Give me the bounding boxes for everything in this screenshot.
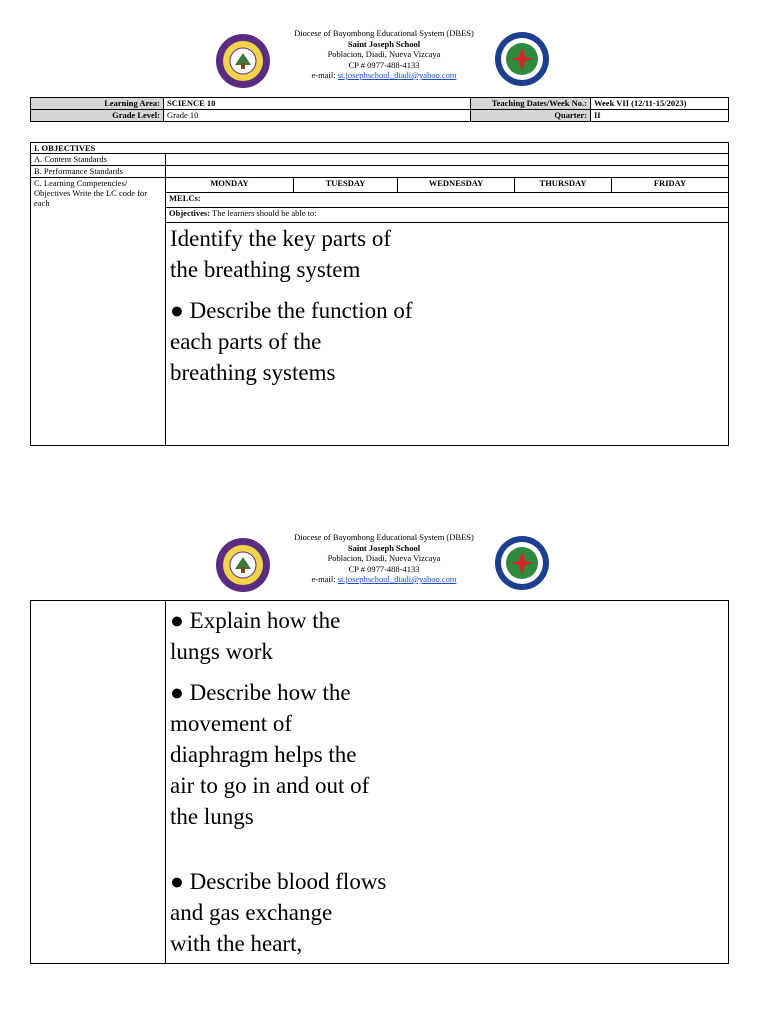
day-tuesday: TUESDAY [294,178,398,193]
objective-line: ● Describe the function of [170,298,413,323]
teaching-dates-value: Week VII (12/11-15/2023) [591,98,729,110]
page1-header [0,28,768,88]
school-seal-logo [215,33,271,89]
school-seal-logo [215,537,271,593]
objective-line: the lungs [170,804,254,829]
objective-line: air to go in and out of [170,773,370,798]
grade-level-value: Grade 10 [164,110,471,122]
left-column-cell [31,601,166,964]
objectives-content-page2 [166,601,729,964]
objective-line: ● Describe blood flows [170,869,387,894]
school-name: Saint Joseph School [347,38,421,49]
lesson-info-table [30,97,729,122]
objective-line: ● Explain how the [170,608,341,633]
diocese-line: Diocese of Bayombong Educational System (DBES) [294,28,474,38]
diocese-seal-logo [494,31,550,87]
school-address: Poblacion, Diadi, Nueva Vizcaya [327,49,441,59]
school-header-text [278,28,490,81]
school-phone: CP # 0977-488-4133 [348,563,420,574]
objective-line: each parts of the [170,329,322,354]
grade-level-label: Grade Level: [31,110,164,122]
objective-line: and gas exchange [170,900,333,925]
school-phone: CP # 0977-488-4133 [348,59,420,70]
performance-standards-cell [166,166,729,178]
email-link[interactable]: st.josephschool_diadi@yahoo.com [337,70,457,80]
day-friday: FRIDAY [612,178,729,193]
diocese-line: Diocese of Bayombong Educational System (DBES) [294,532,474,542]
content-standards-cell [166,154,729,166]
objectives-content-page1 [166,223,729,446]
page2-header [0,532,768,592]
school-header-text [278,532,490,585]
school-email-line [278,574,490,585]
teaching-dates-label: Teaching Dates/Week No.: [471,98,591,110]
objectives-table [30,142,729,446]
email-label: e-mail: [311,70,338,80]
objective-line: Identify the key parts of [170,226,391,251]
diocese-seal-logo [494,535,550,591]
objective-line: diaphragm helps the [170,742,357,767]
day-monday: MONDAY [166,178,294,193]
school-email-line [278,70,490,81]
objective-line: movement of [170,711,292,736]
objectives-intro [166,208,729,223]
content-standards-label: A. Content Standards [31,154,166,166]
school-name: Saint Joseph School [347,542,421,553]
objectives-heading: I. OBJECTIVES [31,143,729,154]
quarter-value: II [591,110,729,122]
objectives-text: The learners should be able to: [210,208,317,218]
objectives-label: Objectives: [169,208,211,218]
school-address: Poblacion, Diadi, Nueva Vizcaya [327,553,441,563]
email-link[interactable]: st.josephschool_diadi@yahoo.com [337,574,457,584]
learning-area-value: SCIENCE 10 [164,98,471,110]
day-wednesday: WEDNESDAY [398,178,515,193]
day-thursday: THURSDAY [515,178,612,193]
objective-line: breathing systems [170,360,336,385]
objectives-table-continued [30,600,729,964]
objective-line: with the heart, [170,931,303,956]
quarter-label: Quarter: [471,110,591,122]
objective-line: lungs work [170,639,273,664]
email-label: e-mail: [311,574,338,584]
performance-standards-label: B. Performance Standards [31,166,166,178]
objective-line: ● Describe how the [170,680,351,705]
learning-competencies-label: C. Learning Competencies/ Objectives Write the LC code for each [31,178,166,446]
learning-area-label: Learning Area: [31,98,164,110]
melcs-label: MELCs: [166,193,729,208]
objective-line: the breathing system [170,257,361,282]
